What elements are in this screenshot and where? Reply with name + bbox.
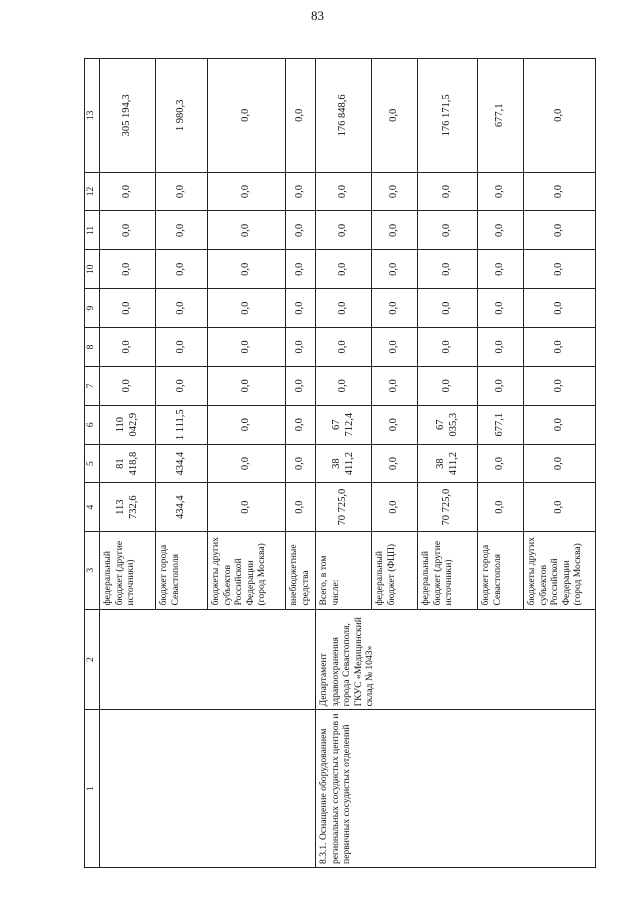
table-row bbox=[100, 59, 156, 868]
value-cell: 0,0 bbox=[316, 211, 372, 250]
value-cell: 0,0 bbox=[286, 405, 316, 444]
value-cell: 0,0 bbox=[208, 483, 286, 531]
value-cell: 0,0 bbox=[524, 483, 596, 531]
value-cell: 0,0 bbox=[478, 444, 524, 483]
value-cell: 0,0 bbox=[156, 211, 208, 250]
column-number: 3 bbox=[85, 531, 100, 609]
value-cell: 0,0 bbox=[100, 366, 156, 405]
column-number: 9 bbox=[85, 289, 100, 328]
source-cell: бюджеты других субъектов Российской Федерации (город Москва) bbox=[208, 531, 286, 609]
source-cell: федеральный бюджет (другие источники) bbox=[418, 531, 478, 609]
value-cell: 305 194,3 bbox=[100, 59, 156, 173]
value-cell: 0,0 bbox=[286, 328, 316, 367]
value-cell: 0,0 bbox=[524, 59, 596, 173]
value-cell: 0,0 bbox=[316, 172, 372, 211]
value-cell: 434,4 bbox=[156, 483, 208, 531]
value-cell: 0,0 bbox=[478, 211, 524, 250]
value-cell: 38 411,2 bbox=[418, 444, 478, 483]
value-cell: 0,0 bbox=[208, 59, 286, 173]
value-cell: 0,0 bbox=[156, 328, 208, 367]
column-number: 4 bbox=[85, 483, 100, 531]
value-cell: 0,0 bbox=[208, 366, 286, 405]
value-cell: 0,0 bbox=[418, 289, 478, 328]
value-cell: 0,0 bbox=[524, 172, 596, 211]
value-cell: 0,0 bbox=[372, 366, 418, 405]
column-number: 1 bbox=[85, 710, 100, 868]
value-cell: 0,0 bbox=[286, 211, 316, 250]
value-cell: 0,0 bbox=[478, 250, 524, 289]
value-cell: 0,0 bbox=[372, 172, 418, 211]
value-cell: 0,0 bbox=[286, 483, 316, 531]
executor-cell-empty bbox=[100, 609, 316, 710]
value-cell: 0,0 bbox=[418, 250, 478, 289]
value-cell: 0,0 bbox=[524, 444, 596, 483]
source-cell: бюджеты других субъектов Российской Федерации (город Москва) bbox=[524, 531, 596, 609]
source-cell: бюджет города Севастополя bbox=[478, 531, 524, 609]
value-cell: 0,0 bbox=[524, 366, 596, 405]
value-cell: 0,0 bbox=[418, 172, 478, 211]
value-cell: 176 171,5 bbox=[418, 59, 478, 173]
value-cell: 0,0 bbox=[316, 328, 372, 367]
value-cell: 0,0 bbox=[208, 250, 286, 289]
value-cell: 0,0 bbox=[286, 366, 316, 405]
value-cell: 0,0 bbox=[316, 366, 372, 405]
column-number: 2 bbox=[85, 609, 100, 710]
measure-cell-empty bbox=[100, 710, 316, 868]
column-number: 6 bbox=[85, 405, 100, 444]
measure-cell: 8.3.1. Оснащение оборудованием региональных сосудистых центров и первичных сосудистых отделений bbox=[316, 710, 596, 868]
executor-cell: Департамент здравоохранения города Севастополя, ГКУС «Медицинский склад № 1043» bbox=[316, 609, 596, 710]
value-cell: 0,0 bbox=[286, 444, 316, 483]
value-cell: 434,4 bbox=[156, 444, 208, 483]
column-number: 10 bbox=[85, 250, 100, 289]
column-number: 11 bbox=[85, 211, 100, 250]
value-cell: 0,0 bbox=[100, 211, 156, 250]
column-number: 7 bbox=[85, 366, 100, 405]
value-cell: 0,0 bbox=[372, 289, 418, 328]
value-cell: 0,0 bbox=[316, 250, 372, 289]
table-row bbox=[316, 59, 372, 868]
value-cell: 0,0 bbox=[208, 405, 286, 444]
value-cell: 0,0 bbox=[208, 289, 286, 328]
source-cell: федеральный бюджет (другие источники) bbox=[100, 531, 156, 609]
value-cell: 176 848,6 bbox=[316, 59, 372, 173]
value-cell: 0,0 bbox=[286, 250, 316, 289]
value-cell: 0,0 bbox=[156, 172, 208, 211]
value-cell: 0,0 bbox=[100, 289, 156, 328]
value-cell: 113 732,6 bbox=[100, 483, 156, 531]
value-cell: 0,0 bbox=[372, 444, 418, 483]
value-cell: 0,0 bbox=[286, 289, 316, 328]
source-cell: бюджет города Севастополя bbox=[156, 531, 208, 609]
value-cell: 0,0 bbox=[524, 250, 596, 289]
source-cell: Всего, в том числе: bbox=[316, 531, 372, 609]
rotated-table-stage bbox=[84, 58, 594, 868]
value-cell: 0,0 bbox=[372, 211, 418, 250]
column-number: 13 bbox=[85, 59, 100, 173]
value-cell: 0,0 bbox=[156, 289, 208, 328]
value-cell: 0,0 bbox=[478, 328, 524, 367]
value-cell: 81 418,8 bbox=[100, 444, 156, 483]
value-cell: 677,1 bbox=[478, 59, 524, 173]
value-cell: 0,0 bbox=[156, 366, 208, 405]
value-cell: 0,0 bbox=[478, 172, 524, 211]
value-cell: 0,0 bbox=[372, 328, 418, 367]
value-cell: 1 980,3 bbox=[156, 59, 208, 173]
value-cell: 0,0 bbox=[524, 328, 596, 367]
column-number: 5 bbox=[85, 444, 100, 483]
value-cell: 0,0 bbox=[418, 328, 478, 367]
budget-table bbox=[84, 58, 596, 868]
column-number: 12 bbox=[85, 172, 100, 211]
value-cell: 110 042,9 bbox=[100, 405, 156, 444]
value-cell: 0,0 bbox=[286, 59, 316, 173]
value-cell: 70 725,0 bbox=[418, 483, 478, 531]
page-number: 83 bbox=[311, 8, 324, 23]
source-cell: федеральный бюджет (ФЦП) bbox=[372, 531, 418, 609]
value-cell: 0,0 bbox=[524, 211, 596, 250]
value-cell: 0,0 bbox=[524, 405, 596, 444]
value-cell: 0,0 bbox=[478, 289, 524, 328]
value-cell: 677,1 bbox=[478, 405, 524, 444]
value-cell: 0,0 bbox=[100, 172, 156, 211]
value-cell: 0,0 bbox=[478, 483, 524, 531]
value-cell: 0,0 bbox=[156, 250, 208, 289]
value-cell: 0,0 bbox=[208, 211, 286, 250]
source-cell: внебюджетные средства bbox=[286, 531, 316, 609]
value-cell: 0,0 bbox=[418, 366, 478, 405]
column-number: 8 bbox=[85, 328, 100, 367]
value-cell: 0,0 bbox=[372, 483, 418, 531]
value-cell: 67 712,4 bbox=[316, 405, 372, 444]
value-cell: 0,0 bbox=[524, 289, 596, 328]
value-cell: 0,0 bbox=[372, 59, 418, 173]
value-cell: 0,0 bbox=[418, 211, 478, 250]
value-cell: 67 035,3 bbox=[418, 405, 478, 444]
value-cell: 0,0 bbox=[372, 405, 418, 444]
value-cell: 1 111,5 bbox=[156, 405, 208, 444]
value-cell: 0,0 bbox=[100, 250, 156, 289]
value-cell: 0,0 bbox=[372, 250, 418, 289]
value-cell: 0,0 bbox=[208, 444, 286, 483]
value-cell: 38 411,2 bbox=[316, 444, 372, 483]
value-cell: 0,0 bbox=[316, 289, 372, 328]
value-cell: 0,0 bbox=[286, 172, 316, 211]
value-cell: 0,0 bbox=[208, 172, 286, 211]
value-cell: 0,0 bbox=[478, 366, 524, 405]
header-row bbox=[85, 59, 100, 868]
value-cell: 70 725,0 bbox=[316, 483, 372, 531]
value-cell: 0,0 bbox=[100, 328, 156, 367]
value-cell: 0,0 bbox=[208, 328, 286, 367]
